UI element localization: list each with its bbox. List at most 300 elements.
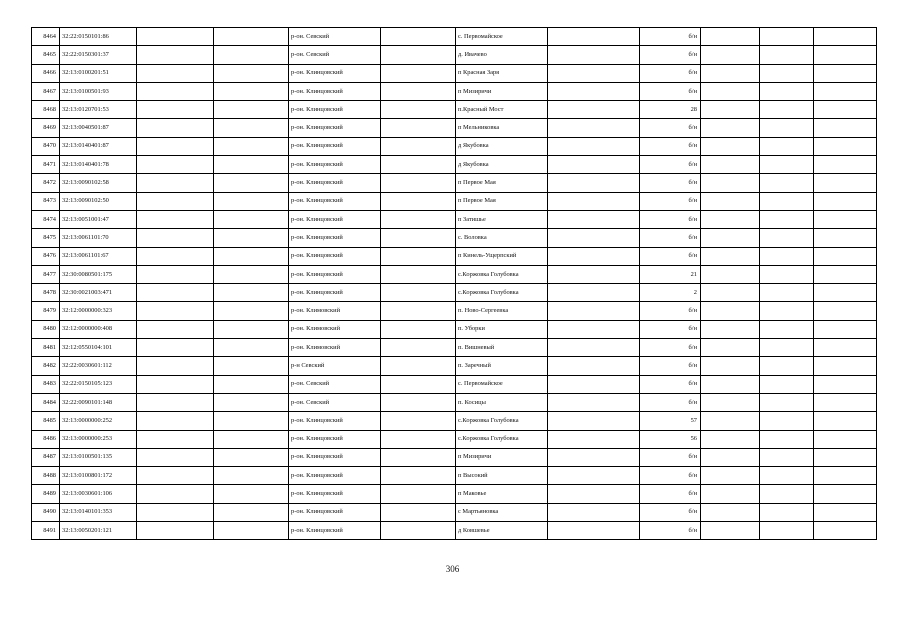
blank-cell-e <box>701 339 760 357</box>
blank-cell-b <box>214 101 289 119</box>
blank-cell-b <box>214 210 289 228</box>
row-number-cell: 8476 <box>32 247 60 265</box>
row-number-cell: 8482 <box>32 357 60 375</box>
blank-cell-e <box>701 430 760 448</box>
row-number-cell: 8472 <box>32 174 60 192</box>
district-cell: р-он. Климовский <box>289 320 381 338</box>
row-number-cell: 8473 <box>32 192 60 210</box>
blank-cell-c <box>381 320 456 338</box>
cadastral-number-cell: 32:22:0030601:112 <box>60 357 137 375</box>
row-number-cell: 8469 <box>32 119 60 137</box>
blank-cell-c <box>381 64 456 82</box>
settlement-cell: с. Воловка <box>456 229 548 247</box>
blank-cell-f <box>760 192 814 210</box>
blank-cell-d <box>548 192 640 210</box>
blank-cell-b <box>214 229 289 247</box>
table-row <box>32 82 877 100</box>
blank-cell-g <box>814 393 877 411</box>
blank-cell-b <box>214 82 289 100</box>
table-row <box>32 137 877 155</box>
blank-cell-f <box>760 64 814 82</box>
district-cell: р-он. Клинцовский <box>289 192 381 210</box>
blank-cell-g <box>814 101 877 119</box>
blank-cell-f <box>760 430 814 448</box>
blank-cell-b <box>214 357 289 375</box>
blank-cell-e <box>701 174 760 192</box>
blank-cell-g <box>814 82 877 100</box>
cadastral-number-cell: 32:13:0140401:87 <box>60 137 137 155</box>
table-row <box>32 210 877 228</box>
district-cell: р-он. Севский <box>289 28 381 46</box>
blank-cell-b <box>214 156 289 174</box>
blank-cell-b <box>214 393 289 411</box>
district-cell: р-он. Клинцовский <box>289 247 381 265</box>
settlement-cell: д. Ивачево <box>456 46 548 64</box>
blank-cell-e <box>701 156 760 174</box>
blank-cell-e <box>701 375 760 393</box>
registry-table <box>31 27 877 540</box>
settlement-cell: п Первое Мая <box>456 174 548 192</box>
row-number-cell: 8481 <box>32 339 60 357</box>
table-row <box>32 119 877 137</box>
blank-cell-e <box>701 503 760 521</box>
blank-cell-e <box>701 101 760 119</box>
blank-cell-g <box>814 174 877 192</box>
row-number-cell: 8479 <box>32 302 60 320</box>
blank-cell-c <box>381 174 456 192</box>
row-number-cell: 8480 <box>32 320 60 338</box>
district-cell: р-он. Клинцовский <box>289 430 381 448</box>
house-number-cell: б/н <box>640 503 701 521</box>
blank-cell-f <box>760 467 814 485</box>
blank-cell-c <box>381 192 456 210</box>
cadastral-number-cell: 32:13:0000000:252 <box>60 412 137 430</box>
blank-cell-a <box>137 503 214 521</box>
blank-cell-c <box>381 339 456 357</box>
blank-cell-f <box>760 522 814 540</box>
blank-cell-d <box>548 357 640 375</box>
blank-cell-a <box>137 393 214 411</box>
blank-cell-d <box>548 101 640 119</box>
table-row <box>32 64 877 82</box>
blank-cell-c <box>381 265 456 283</box>
settlement-cell: с.Коржовка Голубовка <box>456 412 548 430</box>
house-number-cell: б/н <box>640 393 701 411</box>
blank-cell-g <box>814 137 877 155</box>
blank-cell-g <box>814 284 877 302</box>
blank-cell-a <box>137 485 214 503</box>
blank-cell-f <box>760 46 814 64</box>
blank-cell-b <box>214 375 289 393</box>
blank-cell-c <box>381 522 456 540</box>
cadastral-number-cell: 32:13:0090102:50 <box>60 192 137 210</box>
blank-cell-g <box>814 448 877 466</box>
settlement-cell: п Мельниковка <box>456 119 548 137</box>
blank-cell-a <box>137 339 214 357</box>
blank-cell-c <box>381 119 456 137</box>
settlement-cell: п. Уборки <box>456 320 548 338</box>
blank-cell-c <box>381 284 456 302</box>
blank-cell-c <box>381 430 456 448</box>
blank-cell-a <box>137 357 214 375</box>
table-row <box>32 320 877 338</box>
blank-cell-g <box>814 210 877 228</box>
district-cell: р-он. Клинцовский <box>289 265 381 283</box>
blank-cell-f <box>760 137 814 155</box>
blank-cell-b <box>214 265 289 283</box>
blank-cell-a <box>137 28 214 46</box>
house-number-cell: б/н <box>640 339 701 357</box>
table-row <box>32 448 877 466</box>
blank-cell-b <box>214 46 289 64</box>
cadastral-number-cell: 32:22:0090101:148 <box>60 393 137 411</box>
cadastral-number-cell: 32:22:0150301:37 <box>60 46 137 64</box>
settlement-cell: п. Косицы <box>456 393 548 411</box>
blank-cell-e <box>701 265 760 283</box>
table-row <box>32 412 877 430</box>
district-cell: р-он. Клинцовский <box>289 229 381 247</box>
blank-cell-e <box>701 229 760 247</box>
settlement-cell: д Ковшевье <box>456 522 548 540</box>
row-number-cell: 8465 <box>32 46 60 64</box>
table-row <box>32 302 877 320</box>
blank-cell-b <box>214 503 289 521</box>
settlement-cell: с. Первомайское <box>456 375 548 393</box>
blank-cell-b <box>214 339 289 357</box>
table-row <box>32 28 877 46</box>
district-cell: р-он. Севский <box>289 393 381 411</box>
blank-cell-g <box>814 503 877 521</box>
house-number-cell: б/н <box>640 522 701 540</box>
house-number-cell: б/н <box>640 46 701 64</box>
house-number-cell: 57 <box>640 412 701 430</box>
cadastral-number-cell: 32:13:0040501:87 <box>60 119 137 137</box>
row-number-cell: 8474 <box>32 210 60 228</box>
row-number-cell: 8489 <box>32 485 60 503</box>
blank-cell-d <box>548 302 640 320</box>
settlement-cell: п Красная Заря <box>456 64 548 82</box>
row-number-cell: 8467 <box>32 82 60 100</box>
blank-cell-g <box>814 119 877 137</box>
blank-cell-f <box>760 503 814 521</box>
blank-cell-g <box>814 156 877 174</box>
row-number-cell: 8475 <box>32 229 60 247</box>
blank-cell-d <box>548 247 640 265</box>
house-number-cell: б/н <box>640 28 701 46</box>
district-cell: р-он. Клинцовский <box>289 284 381 302</box>
settlement-cell: с.Коржовка Голубовка <box>456 265 548 283</box>
settlement-cell: п Маковье <box>456 485 548 503</box>
blank-cell-d <box>548 210 640 228</box>
blank-cell-d <box>548 137 640 155</box>
blank-cell-a <box>137 174 214 192</box>
row-number-cell: 8486 <box>32 430 60 448</box>
table-row <box>32 467 877 485</box>
settlement-cell: д Якубовка <box>456 156 548 174</box>
blank-cell-f <box>760 320 814 338</box>
house-number-cell: б/н <box>640 210 701 228</box>
blank-cell-b <box>214 64 289 82</box>
blank-cell-d <box>548 448 640 466</box>
table-row <box>32 430 877 448</box>
blank-cell-f <box>760 393 814 411</box>
settlement-cell: п. Вишневый <box>456 339 548 357</box>
blank-cell-e <box>701 64 760 82</box>
settlement-cell: п. Ново-Сергеевка <box>456 302 548 320</box>
blank-cell-c <box>381 229 456 247</box>
house-number-cell: б/н <box>640 174 701 192</box>
blank-cell-f <box>760 284 814 302</box>
blank-cell-e <box>701 485 760 503</box>
blank-cell-b <box>214 284 289 302</box>
blank-cell-g <box>814 192 877 210</box>
table-row <box>32 46 877 64</box>
table-row <box>32 339 877 357</box>
settlement-cell: с.Коржовка Голубовка <box>456 284 548 302</box>
blank-cell-d <box>548 28 640 46</box>
settlement-cell: п.Красный Мост <box>456 101 548 119</box>
blank-cell-f <box>760 82 814 100</box>
blank-cell-d <box>548 265 640 283</box>
settlement-cell: с. Первомайское <box>456 28 548 46</box>
district-cell: р-он. Клинцовский <box>289 503 381 521</box>
cadastral-number-cell: 32:13:0061101:67 <box>60 247 137 265</box>
row-number-cell: 8485 <box>32 412 60 430</box>
registry-table-body <box>32 28 877 540</box>
row-number-cell: 8470 <box>32 137 60 155</box>
blank-cell-d <box>548 522 640 540</box>
blank-cell-b <box>214 467 289 485</box>
blank-cell-d <box>548 64 640 82</box>
cadastral-number-cell: 32:12:0000000:323 <box>60 302 137 320</box>
blank-cell-c <box>381 46 456 64</box>
table-row <box>32 375 877 393</box>
blank-cell-g <box>814 357 877 375</box>
blank-cell-f <box>760 485 814 503</box>
blank-cell-f <box>760 174 814 192</box>
house-number-cell: б/н <box>640 357 701 375</box>
blank-cell-b <box>214 247 289 265</box>
table-row <box>32 156 877 174</box>
blank-cell-c <box>381 28 456 46</box>
house-number-cell: б/н <box>640 137 701 155</box>
cadastral-number-cell: 32:13:0100501:93 <box>60 82 137 100</box>
house-number-cell: б/н <box>640 485 701 503</box>
blank-cell-f <box>760 247 814 265</box>
row-number-cell: 8491 <box>32 522 60 540</box>
blank-cell-f <box>760 448 814 466</box>
blank-cell-g <box>814 412 877 430</box>
blank-cell-f <box>760 339 814 357</box>
row-number-cell: 8484 <box>32 393 60 411</box>
blank-cell-g <box>814 302 877 320</box>
blank-cell-f <box>760 412 814 430</box>
cadastral-number-cell: 32:13:0090102:58 <box>60 174 137 192</box>
blank-cell-e <box>701 210 760 228</box>
table-row <box>32 174 877 192</box>
blank-cell-g <box>814 229 877 247</box>
blank-cell-a <box>137 101 214 119</box>
blank-cell-e <box>701 119 760 137</box>
blank-cell-a <box>137 522 214 540</box>
table-row <box>32 485 877 503</box>
blank-cell-a <box>137 265 214 283</box>
cadastral-number-cell: 32:12:0000000:408 <box>60 320 137 338</box>
blank-cell-d <box>548 412 640 430</box>
blank-cell-b <box>214 412 289 430</box>
blank-cell-f <box>760 101 814 119</box>
district-cell: р-он. Климовский <box>289 339 381 357</box>
district-cell: р-он. Клинцовский <box>289 174 381 192</box>
settlement-cell: п. Заречный <box>456 357 548 375</box>
district-cell: р-он. Севский <box>289 375 381 393</box>
blank-cell-e <box>701 284 760 302</box>
district-cell: р-он. Клинцовский <box>289 101 381 119</box>
blank-cell-g <box>814 467 877 485</box>
district-cell: р-он. Клинцовский <box>289 137 381 155</box>
blank-cell-c <box>381 412 456 430</box>
house-number-cell: 28 <box>640 101 701 119</box>
blank-cell-b <box>214 192 289 210</box>
blank-cell-f <box>760 357 814 375</box>
blank-cell-a <box>137 119 214 137</box>
district-cell: р-он. Клинцовский <box>289 119 381 137</box>
cadastral-number-cell: 32:30:0080501:175 <box>60 265 137 283</box>
blank-cell-a <box>137 229 214 247</box>
table-row <box>32 393 877 411</box>
district-cell: р-он. Клинцовский <box>289 467 381 485</box>
blank-cell-e <box>701 467 760 485</box>
district-cell: р-он. Клинцовский <box>289 210 381 228</box>
table-row <box>32 101 877 119</box>
blank-cell-d <box>548 430 640 448</box>
blank-cell-a <box>137 247 214 265</box>
blank-cell-c <box>381 448 456 466</box>
house-number-cell: б/н <box>640 119 701 137</box>
blank-cell-a <box>137 64 214 82</box>
blank-cell-e <box>701 320 760 338</box>
blank-cell-g <box>814 64 877 82</box>
blank-cell-c <box>381 357 456 375</box>
blank-cell-b <box>214 320 289 338</box>
blank-cell-b <box>214 119 289 137</box>
house-number-cell: б/н <box>640 375 701 393</box>
blank-cell-d <box>548 375 640 393</box>
blank-cell-e <box>701 393 760 411</box>
blank-cell-g <box>814 430 877 448</box>
blank-cell-b <box>214 448 289 466</box>
blank-cell-b <box>214 174 289 192</box>
row-number-cell: 8483 <box>32 375 60 393</box>
cadastral-number-cell: 32:13:0100201:51 <box>60 64 137 82</box>
blank-cell-e <box>701 302 760 320</box>
blank-cell-b <box>214 137 289 155</box>
house-number-cell: б/н <box>640 448 701 466</box>
blank-cell-f <box>760 302 814 320</box>
house-number-cell: 2 <box>640 284 701 302</box>
house-number-cell: б/н <box>640 192 701 210</box>
blank-cell-f <box>760 210 814 228</box>
cadastral-number-cell: 32:30:0021003:471 <box>60 284 137 302</box>
blank-cell-e <box>701 522 760 540</box>
row-number-cell: 8490 <box>32 503 60 521</box>
blank-cell-c <box>381 503 456 521</box>
blank-cell-f <box>760 375 814 393</box>
cadastral-number-cell: 32:13:0100801:172 <box>60 467 137 485</box>
house-number-cell: б/н <box>640 467 701 485</box>
blank-cell-d <box>548 284 640 302</box>
blank-cell-e <box>701 28 760 46</box>
blank-cell-g <box>814 339 877 357</box>
blank-cell-a <box>137 137 214 155</box>
blank-cell-c <box>381 302 456 320</box>
blank-cell-a <box>137 192 214 210</box>
blank-cell-g <box>814 375 877 393</box>
blank-cell-c <box>381 82 456 100</box>
blank-cell-e <box>701 46 760 64</box>
cadastral-number-cell: 32:13:0140401:78 <box>60 156 137 174</box>
blank-cell-c <box>381 393 456 411</box>
settlement-cell: п Мизиричи <box>456 448 548 466</box>
blank-cell-c <box>381 467 456 485</box>
blank-cell-f <box>760 265 814 283</box>
blank-cell-a <box>137 375 214 393</box>
page-number: 306 <box>445 564 460 574</box>
house-number-cell: б/н <box>640 302 701 320</box>
row-number-cell: 8464 <box>32 28 60 46</box>
row-number-cell: 8478 <box>32 284 60 302</box>
row-number-cell: 8487 <box>32 448 60 466</box>
district-cell: р-он. Клинцовский <box>289 412 381 430</box>
blank-cell-a <box>137 302 214 320</box>
blank-cell-a <box>137 412 214 430</box>
blank-cell-f <box>760 28 814 46</box>
blank-cell-d <box>548 229 640 247</box>
house-number-cell: б/н <box>640 247 701 265</box>
blank-cell-a <box>137 467 214 485</box>
cadastral-number-cell: 32:13:0000000:253 <box>60 430 137 448</box>
house-number-cell: б/н <box>640 320 701 338</box>
blank-cell-a <box>137 46 214 64</box>
blank-cell-d <box>548 46 640 64</box>
cadastral-number-cell: 32:22:0150101:86 <box>60 28 137 46</box>
blank-cell-d <box>548 156 640 174</box>
table-row <box>32 522 877 540</box>
blank-cell-d <box>548 393 640 411</box>
blank-cell-g <box>814 485 877 503</box>
blank-cell-e <box>701 192 760 210</box>
settlement-cell: д Якубовка <box>456 137 548 155</box>
cadastral-number-cell: 32:22:0150105:123 <box>60 375 137 393</box>
blank-cell-a <box>137 320 214 338</box>
settlement-cell: с.Коржовка Голубовка <box>456 430 548 448</box>
cadastral-number-cell: 32:13:0030601:106 <box>60 485 137 503</box>
blank-cell-g <box>814 247 877 265</box>
cadastral-number-cell: 32:13:0051001:47 <box>60 210 137 228</box>
cadastral-number-cell: 32:13:0120701:53 <box>60 101 137 119</box>
cadastral-number-cell: 32:13:0061101:70 <box>60 229 137 247</box>
row-number-cell: 8471 <box>32 156 60 174</box>
blank-cell-g <box>814 265 877 283</box>
cadastral-number-cell: 32:13:0050201:121 <box>60 522 137 540</box>
blank-cell-f <box>760 229 814 247</box>
table-row <box>32 247 877 265</box>
blank-cell-e <box>701 137 760 155</box>
house-number-cell: б/н <box>640 64 701 82</box>
district-cell: р-он. Клинцовский <box>289 448 381 466</box>
district-cell: р-он. Клинцовский <box>289 485 381 503</box>
table-row <box>32 357 877 375</box>
